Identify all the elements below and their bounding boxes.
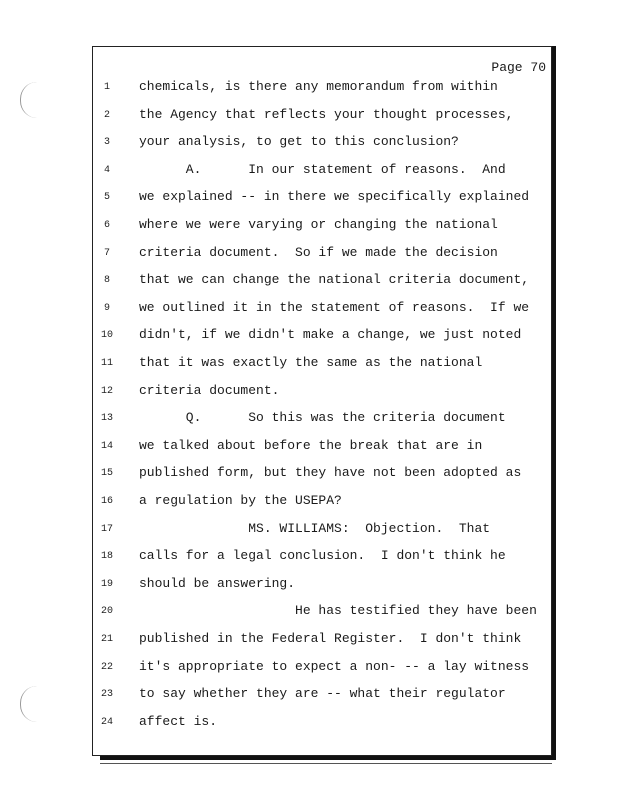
transcript-line	[96, 410, 552, 432]
hole-punch-top	[20, 82, 37, 118]
line-number: 9	[103, 302, 110, 314]
transcript-line	[96, 79, 552, 101]
transcript-line	[96, 686, 552, 708]
transcript-line	[96, 189, 552, 211]
line-text: criteria document. So if we made the decision	[139, 244, 498, 260]
line-text: should be answering.	[139, 575, 296, 591]
line-number: 4	[103, 164, 110, 176]
line-number: 16	[100, 496, 113, 507]
line-text: that we can change the national criteria document,	[139, 272, 530, 288]
line-text: criteria document.	[139, 382, 280, 398]
line-text: it's appropriate to expect a non- -- a lay witness	[139, 658, 530, 674]
line-number: 8	[103, 275, 110, 287]
line-number: 7	[103, 247, 110, 259]
transcript-line	[96, 548, 552, 570]
line-text: published form, but they have not been adopted as	[139, 465, 522, 481]
line-text: we outlined it in the statement of reasons. If we	[139, 299, 530, 315]
line-number: 17	[100, 523, 113, 535]
page-bottom-rule	[100, 763, 552, 764]
transcript-line	[96, 714, 552, 736]
transcript-line	[96, 521, 552, 543]
line-number: 13	[100, 413, 113, 425]
line-number: 10	[100, 330, 113, 342]
transcript-line	[96, 245, 552, 267]
line-text: a regulation by the USEPA?	[139, 493, 342, 508]
line-number: 23	[100, 689, 113, 701]
line-text: published in the Federal Register. I don't think	[139, 631, 522, 646]
transcript-line	[96, 603, 552, 625]
line-text: MS. WILLIAMS: Objection. That	[139, 520, 491, 536]
transcript-line	[96, 162, 552, 184]
transcript-line	[96, 327, 552, 349]
line-text: to say whether they are -- what their regulator	[139, 686, 506, 702]
transcript-line	[96, 107, 552, 129]
transcript-line	[96, 300, 552, 322]
line-text: where we were varying or changing the national	[139, 217, 498, 232]
line-number: 20	[100, 606, 113, 618]
line-number: 11	[100, 358, 113, 369]
transcript-line	[96, 134, 552, 156]
transcript-line	[96, 465, 552, 487]
line-number: 18	[100, 551, 113, 563]
line-number: 21	[100, 634, 113, 645]
line-text: we talked about before the break that are in	[139, 437, 483, 453]
line-number: 2	[103, 109, 110, 121]
margin-mark	[553, 146, 556, 194]
transcript-line	[96, 631, 552, 653]
line-text: the Agency that reflects your thought processes,	[139, 106, 514, 122]
page-number: Page 70	[491, 60, 546, 75]
line-number: 14	[100, 440, 113, 452]
line-number: 15	[100, 468, 113, 480]
line-text: chemicals, is there any memorandum from within	[139, 79, 498, 94]
transcript-line	[96, 383, 552, 405]
line-number: 24	[100, 716, 113, 728]
line-text: we explained -- in there we specifically explained	[139, 189, 530, 205]
line-text: affect is.	[139, 713, 218, 729]
line-number: 6	[103, 220, 110, 231]
transcript-line	[96, 438, 552, 460]
line-text: that it was exactly the same as the national	[139, 355, 483, 370]
transcript-line	[96, 355, 552, 377]
margin-mark	[553, 570, 556, 608]
page-shadow-bottom	[100, 756, 556, 760]
transcript-line	[96, 576, 552, 598]
line-number: 22	[100, 661, 113, 673]
line-text: He has testified they have been	[139, 603, 537, 619]
line-text: didn't, if we didn't make a change, we just noted	[139, 327, 522, 343]
line-text: A. In our statement of reasons. And	[139, 161, 506, 177]
line-number: 12	[100, 385, 113, 397]
line-text: calls for a legal conclusion. I don't think he	[139, 548, 506, 564]
transcript-line	[96, 493, 552, 515]
line-number: 5	[103, 192, 110, 204]
line-number: 19	[100, 578, 113, 590]
transcript-line	[96, 217, 552, 239]
hole-punch-bottom	[20, 686, 37, 722]
line-text: your analysis, to get to this conclusion?	[139, 134, 459, 150]
margin-mark	[553, 456, 556, 498]
line-number: 1	[103, 82, 110, 93]
transcript-line	[96, 659, 552, 681]
line-number: 3	[103, 137, 110, 149]
line-text: Q. So this was the criteria document	[139, 410, 506, 426]
transcript-line	[96, 272, 552, 294]
